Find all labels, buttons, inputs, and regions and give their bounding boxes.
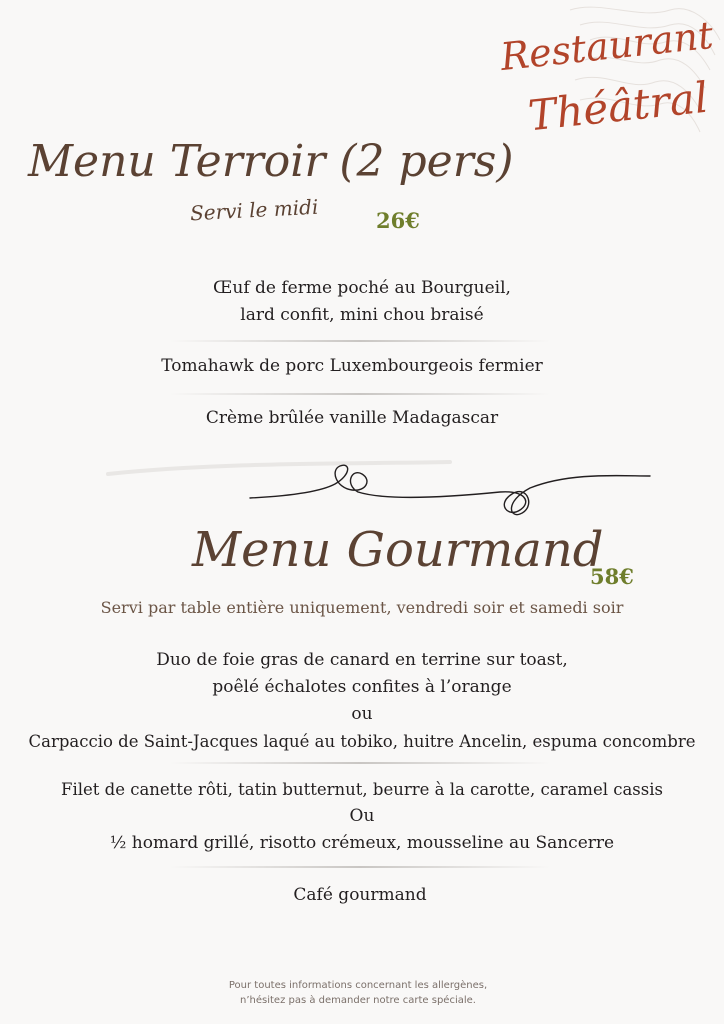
flourish-divider: [100, 452, 660, 532]
menu-gourmand-subtitle: Servi par table entière uniquement, vendredi soir et samedi soir: [100, 598, 624, 617]
dish-line: ou: [351, 704, 373, 724]
dish-line: Œuf de ferme poché au Bourgueil,: [213, 278, 511, 298]
terroir-course-1: [0, 276, 724, 328]
restaurant-name-line2: Théâtral: [525, 72, 711, 141]
dish-line: poêlé échalotes confites à l’orange: [212, 677, 512, 697]
course-divider: [170, 393, 550, 395]
gourmand-course-3: [0, 883, 722, 908]
dish-line: Café gourmand: [293, 885, 427, 905]
dish-line: Carpaccio de Saint-Jacques laqué au tobiko, huitre Ancelin, espuma concombre: [28, 732, 696, 751]
course-divider: [170, 762, 550, 764]
dish-line: lard confit, mini chou braisé: [240, 305, 484, 325]
menu-terroir-price: 26€: [376, 208, 420, 233]
gourmand-course-1: [0, 648, 724, 754]
dish-line: ½ homard grillé, risotto crémeux, mousseline au Sancerre: [109, 833, 615, 853]
allergen-note: [0, 978, 720, 1008]
course-divider: [170, 866, 550, 868]
terroir-course-2: [0, 354, 714, 379]
gourmand-course-2: [0, 777, 724, 856]
menu-terroir-subtitle: Servi le midi: [189, 194, 319, 226]
dish-line: Tomahawk de porc Luxembourgeois fermier: [161, 356, 543, 376]
allergen-note-line2: n’hésitez pas à demander notre carte spéciale.: [240, 995, 476, 1006]
course-divider: [170, 340, 550, 342]
allergen-note-line1: Pour toutes informations concernant les allergènes,: [228, 980, 488, 991]
dish-line: Crème brûlée vanille Madagascar: [205, 408, 499, 428]
restaurant-name-line1: Restaurant: [498, 12, 716, 80]
menu-gourmand-price: 58€: [590, 564, 634, 589]
menu-terroir-title: Menu Terroir (2 pers): [28, 136, 514, 187]
dish-line: Ou: [349, 806, 375, 826]
terroir-course-3: [0, 406, 714, 431]
menu-gourmand-title: Menu Gourmand: [192, 522, 604, 578]
dish-line: Duo de foie gras de canard en terrine sur toast,: [156, 650, 568, 670]
dish-line: Filet de canette rôti, tatin butternut, beurre à la carotte, caramel cassis: [61, 780, 663, 799]
